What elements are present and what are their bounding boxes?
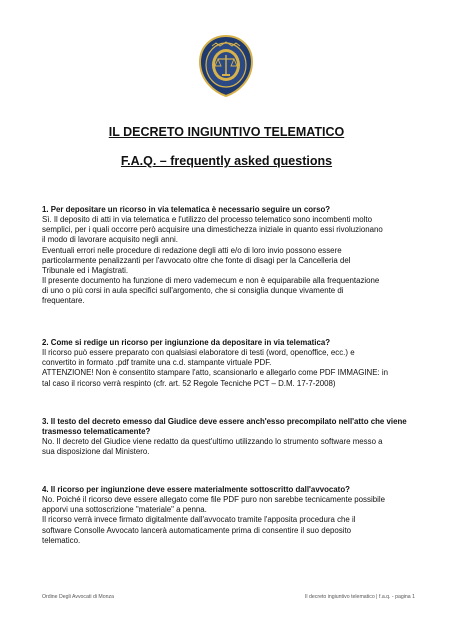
- faq-answer-line: No. Il decreto del Giudice viene redatto da quest'ultimo utilizzando lo strumento software messo a: [42, 437, 383, 447]
- document-subtitle: F.A.Q. – frequently asked questions: [120, 154, 333, 168]
- order-seal-logo: [198, 34, 254, 98]
- faq-question: 1. Per depositare un ricorso in via telematica è necessario seguire un corso?: [42, 205, 331, 214]
- faq-item-1: [42, 205, 415, 307]
- faq-answer-line: il modo di lavorare acquisito negli anni.: [42, 235, 178, 245]
- faq-answer-line: Sì. Il deposito di atti in via telematica e l'utilizzo del processo telematico sono incombenti molto: [42, 215, 373, 225]
- faq-answer-line: tal caso il ricorso verrà respinto (cfr. art. 52 Regole Tecniche PCT – D.M. 17-7-2008): [42, 378, 336, 388]
- faq-answer-line: frequentare.: [42, 296, 85, 306]
- document-title: IL DECRETO INGIUNTIVO TELEMATICO: [108, 125, 345, 139]
- faq-answer-line: telematico.: [42, 535, 81, 545]
- faq-answer-line: Il ricorso verrà invece firmato digitalmente dall'avvocato tramite l'apposita procedura che il: [42, 515, 356, 525]
- faq-answer-line: sua disposizione dal Ministero.: [42, 447, 150, 457]
- faq-item-4: [42, 485, 415, 546]
- faq-answer-line: No. Poiché il ricorso deve essere allegato come file PDF puro non sarebbe tecnicamente possibile: [42, 495, 385, 505]
- footer-organization: Ordine Degli Avvocati di Monza: [42, 594, 114, 600]
- faq-answer-line: software Consolle Avvocato lancerà automaticamente prima di consentire il suo deposito: [42, 525, 352, 535]
- faq-answer-line: ATTENZIONE! Non è consentito stampare l'atto, scansionarlo e allegarlo come PDF IMMAGINE: in: [42, 368, 389, 378]
- faq-answer-line: convertito in formato .pdf tramite una c.d. stampante virtuale PDF.: [42, 358, 272, 368]
- faq-answer-line: semplici, per i quali occorre però acquisire una dimestichezza iniziale in quanto essi rivoluzionano: [42, 225, 383, 235]
- faq-item-2: [42, 338, 415, 389]
- faq-answer-line: Tribunale ed i Magistrati.: [42, 265, 129, 275]
- faq-answer-line: Il ricorso può essere preparato con qualsiasi elaboratore di testi (word, openoffice, ecc.) e: [42, 348, 355, 358]
- faq-question: 3. Il testo del decreto emesso dal Giudice deve essere anch'esso precompilato nell'atto che viene trasmesso telematicamente?: [42, 417, 407, 437]
- footer-page-info: Il decreto ingiuntivo telematico | f.a.q. - pagina 1: [304, 594, 415, 600]
- faq-question: 2. Come si redige un ricorso per ingiunzione da depositare in via telematica?: [42, 338, 331, 347]
- faq-answer-line: particolarmente penalizzanti per l'avvocato oltre che fonte di disagi per la Cancelleria del: [42, 255, 351, 265]
- faq-answer-line: apporvi una sottoscrizione "materiale" a penna.: [42, 505, 207, 515]
- faq-answer-line: di uno o più corsi in aula specifici sull'argomento, che si consiglia dunque vivamente di: [42, 286, 344, 296]
- faq-question: 4. Il ricorso per ingiunzione deve essere materialmente sottoscritto dall'avvocato?: [42, 485, 350, 494]
- faq-item-3: [42, 417, 415, 458]
- faq-answer-line: Il presente documento ha funzione di mero vademecum e non è equiparabile alla frequentazione: [42, 276, 380, 286]
- faq-answer-line: Eventuali errori nelle procedure di redazione degli atti e/o di loro invio possono essere: [42, 245, 342, 255]
